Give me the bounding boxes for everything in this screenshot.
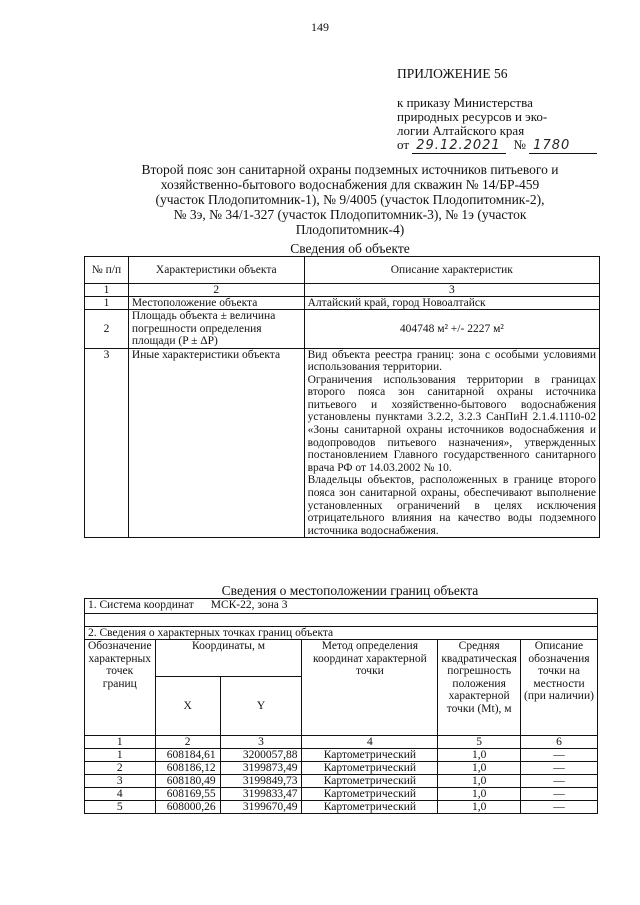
- point-y: 3199833,47: [220, 788, 302, 801]
- order-date: 29.12.2021: [412, 139, 506, 154]
- heading-line: (участок Плодопитомник-1), № 9/4005 (участок Плодопитомник-2),: [155, 192, 545, 207]
- coord-system-row: [85, 599, 598, 614]
- col-number: 2: [155, 736, 220, 749]
- row-name: Площадь объекта ± величина погрешности определения площади (P ± ΔP): [128, 310, 304, 349]
- point-mt: 1,0: [438, 762, 521, 775]
- point-x: 608000,26: [155, 801, 220, 814]
- coord-system-label: 1. Система координат: [88, 599, 194, 611]
- point-method: Картометрический: [302, 762, 438, 775]
- order-word: к: [397, 95, 404, 110]
- table-row: [85, 297, 600, 310]
- point-x: 608186,12: [155, 762, 220, 775]
- heading-line: хозяйственно-бытового водоснабжения для скважин № 14/БР-459: [160, 177, 540, 192]
- point-y: 3199670,49: [220, 801, 302, 814]
- row-desc-paragraph: Ограничения использования территории в границах второго пояса зон санитарной охраны источника питьевого и хозяйственно-бытового водоснабжения установлены пунктами 3.2.2, 3.2.3 СанПиН 2.1.4.1110-02 «Зоны санитарной охраны источников водоснабжения и водопроводов питьевого назначения», утвержденных постановлением Главного государственного санитарного врача РФ от 14.03.2002 № 10.: [307, 373, 596, 474]
- point-mt: 1,0: [438, 775, 521, 788]
- header-y: Y: [220, 677, 302, 736]
- point-id: 3: [85, 775, 156, 788]
- point-id: 4: [85, 788, 156, 801]
- points-label: 2. Сведения о характерных точках границ объекта: [85, 627, 598, 640]
- row-desc-paragraph: Владельцы объектов, расположенных в границе второго пояса зон санитарной охраны, обеспечивают выполнение установленных ограничений в целях исключения отрицательного влияния на качество воды подземного источника водоснабжения.: [307, 474, 596, 537]
- point-id: 2: [85, 762, 156, 775]
- col-number: 3: [220, 736, 302, 749]
- table-row: [85, 310, 600, 349]
- page-number: 149: [311, 20, 329, 34]
- heading-line: Второй пояс зон санитарной охраны подземных источников питьевого и: [141, 162, 559, 177]
- point-y: 3199873,49: [220, 762, 302, 775]
- table-row: [85, 788, 598, 801]
- spacer-row: [85, 614, 598, 627]
- coord-system-cell: [85, 599, 598, 614]
- header-x: X: [155, 677, 220, 736]
- col-number: 1: [85, 736, 156, 749]
- point-y: 3199849,73: [220, 775, 302, 788]
- point-x: 608180,49: [155, 775, 220, 788]
- col-number: 2: [128, 284, 304, 297]
- point-descr: —: [520, 775, 597, 788]
- order-line-3: логии Алтайского края: [397, 123, 525, 138]
- col-number: 3: [304, 284, 599, 297]
- point-descr: —: [520, 801, 597, 814]
- header-description: Описание характеристик: [304, 257, 599, 284]
- object-section-title: Сведения об объекте: [290, 241, 410, 256]
- col-number: 1: [85, 284, 129, 297]
- appendix-title: ПРИЛОЖЕНИЕ 56: [397, 66, 508, 81]
- point-mt: 1,0: [438, 801, 521, 814]
- point-id: 5: [85, 801, 156, 814]
- point-mt: 1,0: [438, 749, 521, 762]
- point-y: 3200057,88: [220, 749, 302, 762]
- document-heading: [120, 162, 580, 237]
- row-number: 3: [85, 348, 129, 538]
- row-desc-paragraph: Вид объекта реестра границ: зона с особыми условиями использования территории.: [307, 348, 596, 374]
- order-word: Министерства: [453, 95, 533, 110]
- col-number: 4: [302, 736, 438, 749]
- row-name: Местоположение объекта: [128, 297, 304, 310]
- object-table: [84, 256, 600, 538]
- row-name: Иные характеристики объекта: [128, 348, 304, 538]
- heading-line: № 3э, № 34/1-327 (участок Плодопитомник-3), № 1э (участок: [173, 207, 527, 222]
- point-descr: —: [520, 788, 597, 801]
- point-descr: —: [520, 762, 597, 775]
- order-reference: [397, 96, 605, 154]
- order-number-prefix: №: [513, 137, 526, 152]
- row-desc: [304, 348, 599, 538]
- object-table-col-numbers: [85, 284, 600, 297]
- header-characteristic: Характеристики объекта: [128, 257, 304, 284]
- row-desc: Алтайский край, город Новоалтайск: [304, 297, 599, 310]
- order-date-line: [397, 138, 605, 154]
- point-method: Картометрический: [302, 775, 438, 788]
- points-label-row: [85, 627, 598, 640]
- order-line-1: [397, 96, 605, 110]
- point-id: 1: [85, 749, 156, 762]
- row-number: 2: [85, 310, 129, 349]
- coordinates-table: [84, 598, 598, 814]
- header-number: № п/п: [85, 257, 129, 284]
- header-method: Метод определения координат характерной точки: [302, 640, 438, 736]
- table-row: [85, 749, 598, 762]
- point-x: 608184,61: [155, 749, 220, 762]
- spacer-cell: [85, 614, 598, 627]
- table-row: [85, 775, 598, 788]
- coord-header-row-1: [85, 640, 598, 677]
- order-line-2: природных ресурсов и эко-: [397, 109, 548, 124]
- col-number: 6: [520, 736, 597, 749]
- point-descr: —: [520, 749, 597, 762]
- table-row: [85, 762, 598, 775]
- point-mt: 1,0: [438, 788, 521, 801]
- coord-system-value: МСК-22, зона 3: [210, 599, 288, 611]
- point-method: Картометрический: [302, 801, 438, 814]
- header-descr: Описание обозначения точки на местности (при наличии): [520, 640, 597, 736]
- point-method: Картометрический: [302, 788, 438, 801]
- coord-col-numbers: [85, 736, 598, 749]
- header-point: Обозначение характерных точек границ: [85, 640, 156, 736]
- header-coords: Координаты, м: [155, 640, 302, 677]
- order-word: приказу: [406, 95, 451, 110]
- table-row: [85, 801, 598, 814]
- order-number: 1780: [529, 139, 597, 154]
- point-x: 608169,55: [155, 788, 220, 801]
- header-error: Средняя квадратическая погрешность положения характерной точки (Mt), м: [438, 640, 521, 736]
- col-number: 5: [438, 736, 521, 749]
- table-row: [85, 348, 600, 538]
- location-section-title: Сведения о местоположении границ объекта: [221, 583, 479, 598]
- object-table-header: [85, 257, 600, 284]
- order-date-prefix: от: [397, 137, 410, 152]
- row-desc: 404748 м² +/- 2227 м²: [304, 310, 599, 349]
- point-method: Картометрический: [302, 749, 438, 762]
- heading-line: Плодопитомник-4): [295, 222, 405, 237]
- row-number: 1: [85, 297, 129, 310]
